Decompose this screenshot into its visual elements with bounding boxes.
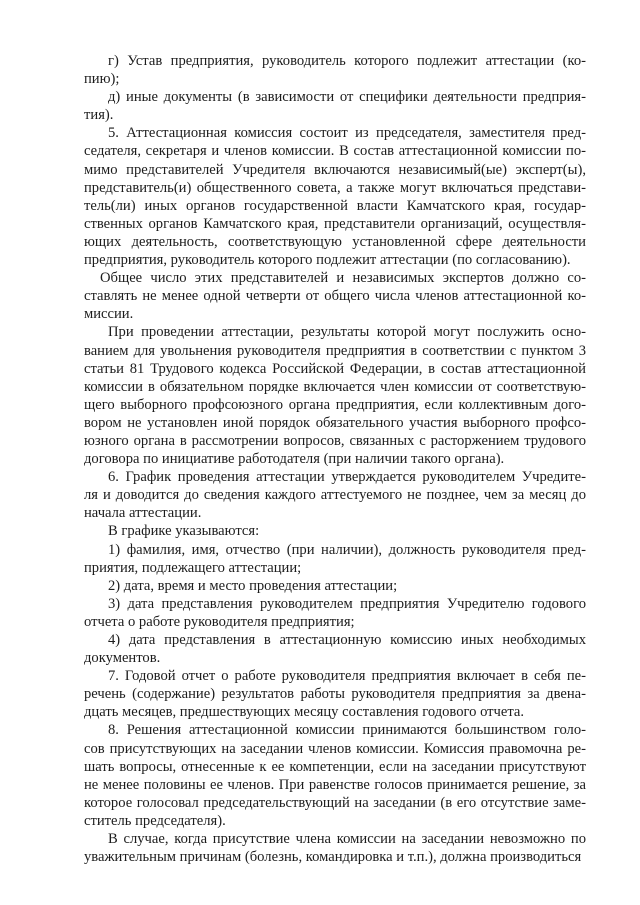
text-line: В графике указываются: bbox=[108, 523, 260, 540]
paragraph bbox=[84, 88, 586, 124]
text-line: договора по инициативе работодателя (при наличии такого органа). bbox=[84, 451, 505, 468]
text-line: г) Устав предприятия, руководитель которого подлежит аттестации (ко- bbox=[108, 53, 586, 69]
paragraph bbox=[84, 323, 586, 468]
text-line: пию); bbox=[84, 71, 120, 88]
text-line: 3) дата представления руководителем предприятия Учредителю годового bbox=[108, 595, 586, 612]
text-line: седателя, секретаря и членов комиссии. В состав аттестационной комиссии по- bbox=[84, 143, 586, 160]
text-line: 8. Решения аттестационной комиссии принимаются большинством голо- bbox=[108, 722, 586, 739]
text-line: приятия, подлежащего аттестации; bbox=[84, 559, 302, 576]
text-line: юзного органа в рассмотрении вопросов, связанных с расторжением трудового bbox=[84, 432, 586, 449]
paragraph bbox=[84, 541, 586, 577]
text-line: шать вопросы, отнесенные к ее компетенции, если на заседании присутствуют bbox=[84, 758, 586, 775]
text-line: ственных органов Камчатского края, представители организаций, осуществля- bbox=[84, 215, 586, 232]
paragraph bbox=[84, 577, 586, 595]
text-line: статьи 81 Трудового кодекса Российской Федерации, в состав аттестационной bbox=[84, 360, 586, 377]
text-line: Общее число этих представителей и независимых экспертов должно со- bbox=[100, 270, 586, 287]
text-line: тия). bbox=[84, 107, 114, 124]
text-line: 4) дата представления в аттестационную комиссию иных необходимых bbox=[108, 632, 586, 648]
text-line: документов. bbox=[84, 650, 161, 667]
text-line: 1) фамилия, имя, отчество (при наличии), должность руководителя пред- bbox=[108, 541, 586, 558]
text-line: 6. График проведения аттестации утверждается руководителем Учредите- bbox=[108, 469, 586, 486]
text-line: которое голосовал председательствующий на заседании (в его отсутствие заме- bbox=[84, 794, 586, 811]
paragraph bbox=[84, 522, 586, 540]
text-line: дцать месяцев, предшествующих месяцу составления годового отчета. bbox=[84, 704, 525, 721]
paragraph bbox=[84, 269, 586, 323]
text-line: вором не установлен иной порядок обязательного участия выборного профсо- bbox=[84, 414, 586, 431]
paragraph bbox=[84, 631, 586, 667]
paragraph bbox=[84, 667, 586, 721]
text-line: представитель(и) общественного совета, а также могут включаться представи- bbox=[84, 179, 586, 196]
paragraph bbox=[84, 52, 586, 88]
text-line: 7. Годовой отчет о работе руководителя предприятия включает в себя пе- bbox=[108, 668, 586, 685]
text-line: комиссии в обязательном порядке включается член комиссии от соответствую- bbox=[84, 378, 586, 395]
text-line: ля и доводится до сведения каждого аттестуемого не позднее, чем за месяц до bbox=[84, 487, 586, 504]
text-line: отчета о работе руководителя предприятия; bbox=[84, 613, 355, 630]
text-line: предприятия, руководитель которого подлежит аттестации (по согласованию). bbox=[84, 252, 571, 269]
paragraph bbox=[84, 721, 586, 830]
paragraph bbox=[84, 595, 586, 631]
text-line: уважительным причинам (болезнь, командировка и т.п.), должна производиться bbox=[84, 849, 582, 866]
text-line: ститель председателя). bbox=[84, 812, 226, 829]
text-line: начала аттестации. bbox=[84, 505, 202, 522]
text-line: тель(ли) иных органов государственной власти Камчатского края, государ- bbox=[84, 197, 586, 214]
document-body bbox=[84, 52, 586, 866]
text-line: речень (содержание) результатов работы руководителя предприятия за двена- bbox=[84, 686, 586, 703]
text-line: мимо представителей Учредителя включаются независимый(ые) эксперт(ы), bbox=[84, 161, 586, 178]
text-line: не менее половины ее членов. При равенстве голосов принимается решение, за bbox=[84, 776, 586, 793]
text-line: В случае, когда присутствие члена комиссии на заседании невозможно по bbox=[108, 831, 586, 848]
paragraph bbox=[84, 830, 586, 866]
text-line: ставлять не менее одной четверти от общего числа членов аттестационной ко- bbox=[84, 288, 586, 305]
text-line: щего выборного профсоюзного органа предприятия, если коллективным дого- bbox=[84, 396, 586, 413]
text-line: д) иные документы (в зависимости от специфики деятельности предприя- bbox=[108, 89, 586, 106]
text-line: сов присутствующих на заседании членов комиссии. Комиссия правомочна ре- bbox=[84, 740, 586, 757]
text-line: ющих деятельность, соответствующую установленной сфере деятельности bbox=[84, 233, 586, 250]
text-line: 5. Аттестационная комиссия состоит из председателя, заместителя пред- bbox=[108, 125, 586, 142]
text-line: миссии. bbox=[84, 306, 134, 323]
paragraph bbox=[84, 468, 586, 522]
paragraph bbox=[84, 124, 586, 269]
text-line: При проведении аттестации, результаты которой могут послужить осно- bbox=[108, 324, 586, 341]
text-line: 2) дата, время и место проведения аттестации; bbox=[108, 577, 398, 594]
text-line: ванием для увольнения руководителя предприятия в соответствии с пунктом 3 bbox=[84, 342, 586, 359]
